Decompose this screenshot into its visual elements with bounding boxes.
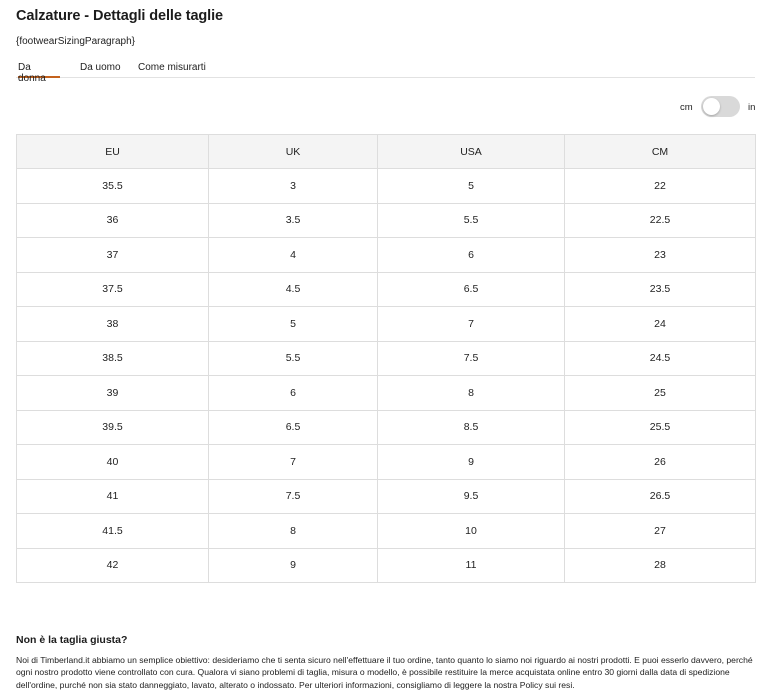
cell-usa: 9 (378, 445, 565, 480)
cell-eu: 40 (17, 445, 209, 480)
cell-usa: 10 (378, 514, 565, 549)
cell-cm: 22 (565, 169, 756, 204)
table-row (17, 548, 756, 583)
cell-uk: 4.5 (209, 272, 378, 307)
cell-usa: 8.5 (378, 410, 565, 445)
cell-uk: 3 (209, 169, 378, 204)
cell-uk: 4 (209, 238, 378, 273)
table-row (17, 445, 756, 480)
table-row (17, 307, 756, 342)
table-row (17, 514, 756, 549)
cell-usa: 6 (378, 238, 565, 273)
size-table (16, 134, 756, 583)
cell-usa: 9.5 (378, 479, 565, 514)
cell-usa: 11 (378, 548, 565, 583)
cell-eu: 39 (17, 376, 209, 411)
cell-uk: 7.5 (209, 479, 378, 514)
cell-eu: 41.5 (17, 514, 209, 549)
page-title: Calzature - Dettagli delle taglie (16, 8, 223, 24)
cell-cm: 22.5 (565, 203, 756, 238)
cell-cm: 24.5 (565, 341, 756, 376)
cell-uk: 7 (209, 445, 378, 480)
column-header-eu: EU (17, 135, 209, 169)
table-row (17, 238, 756, 273)
table-header-row (17, 135, 756, 169)
cell-eu: 42 (17, 548, 209, 583)
cell-cm: 26 (565, 445, 756, 480)
switch-knob (703, 98, 720, 115)
cell-usa: 5 (378, 169, 565, 204)
table-row (17, 272, 756, 307)
unit-in-label: in (748, 102, 756, 113)
cell-usa: 8 (378, 376, 565, 411)
cell-uk: 9 (209, 548, 378, 583)
cell-usa: 6.5 (378, 272, 565, 307)
table-row (17, 410, 756, 445)
help-title: Non è la taglia giusta? (16, 634, 128, 646)
cell-eu: 39.5 (17, 410, 209, 445)
cell-cm: 23 (565, 238, 756, 273)
cell-uk: 8 (209, 514, 378, 549)
page-subtitle: {footwearSizingParagraph} (16, 36, 135, 47)
cell-uk: 6.5 (209, 410, 378, 445)
cell-eu: 36 (17, 203, 209, 238)
table-row (17, 376, 756, 411)
cell-usa: 5.5 (378, 203, 565, 238)
cell-usa: 7.5 (378, 341, 565, 376)
cell-eu: 41 (17, 479, 209, 514)
unit-cm-label: cm (680, 102, 693, 113)
cell-eu: 37 (17, 238, 209, 273)
cell-cm: 23.5 (565, 272, 756, 307)
cell-uk: 5 (209, 307, 378, 342)
cell-eu: 35.5 (17, 169, 209, 204)
tab-men[interactable]: Da uomo (80, 62, 121, 73)
cell-cm: 25.5 (565, 410, 756, 445)
tab-how-to-measure[interactable]: Come misurarti (138, 62, 206, 73)
unit-toggle (680, 96, 760, 118)
cell-uk: 5.5 (209, 341, 378, 376)
column-header-uk: UK (209, 135, 378, 169)
column-header-usa: USA (378, 135, 565, 169)
cell-eu: 38 (17, 307, 209, 342)
tab-women[interactable]: Da donna (18, 62, 60, 78)
cell-cm: 25 (565, 376, 756, 411)
table-row (17, 341, 756, 376)
cell-eu: 38.5 (17, 341, 209, 376)
cell-uk: 3.5 (209, 203, 378, 238)
help-text: Noi di Timberland.it abbiamo un semplice obiettivo: desideriamo che ti senta sicuro nell'effettuare il tuo ordine, tanto quanto lo siamo noi riguardo ai nostri prodotti. E puoi esserlo davvero, perché ogni nostro prodotto viene controllato con cura. Qualora vi siano problemi di taglia, misura o modello, è possibile restituire la merce acquistata online entro 30 giorni dalla data di spedizione dell'ordine, purché non sia stato danneggiato, lavato, alterato o indossato. Per ulteriori informazioni, consigliamo di leggere la nostra Policy sui resi. (16, 655, 753, 690)
tab-bar (16, 60, 755, 84)
column-header-cm: CM (565, 135, 756, 169)
cell-uk: 6 (209, 376, 378, 411)
cell-cm: 24 (565, 307, 756, 342)
unit-switch[interactable] (701, 96, 740, 117)
table-row (17, 203, 756, 238)
cell-eu: 37.5 (17, 272, 209, 307)
cell-cm: 26.5 (565, 479, 756, 514)
table-row (17, 479, 756, 514)
cell-usa: 7 (378, 307, 565, 342)
cell-cm: 28 (565, 548, 756, 583)
cell-cm: 27 (565, 514, 756, 549)
table-row (17, 169, 756, 204)
